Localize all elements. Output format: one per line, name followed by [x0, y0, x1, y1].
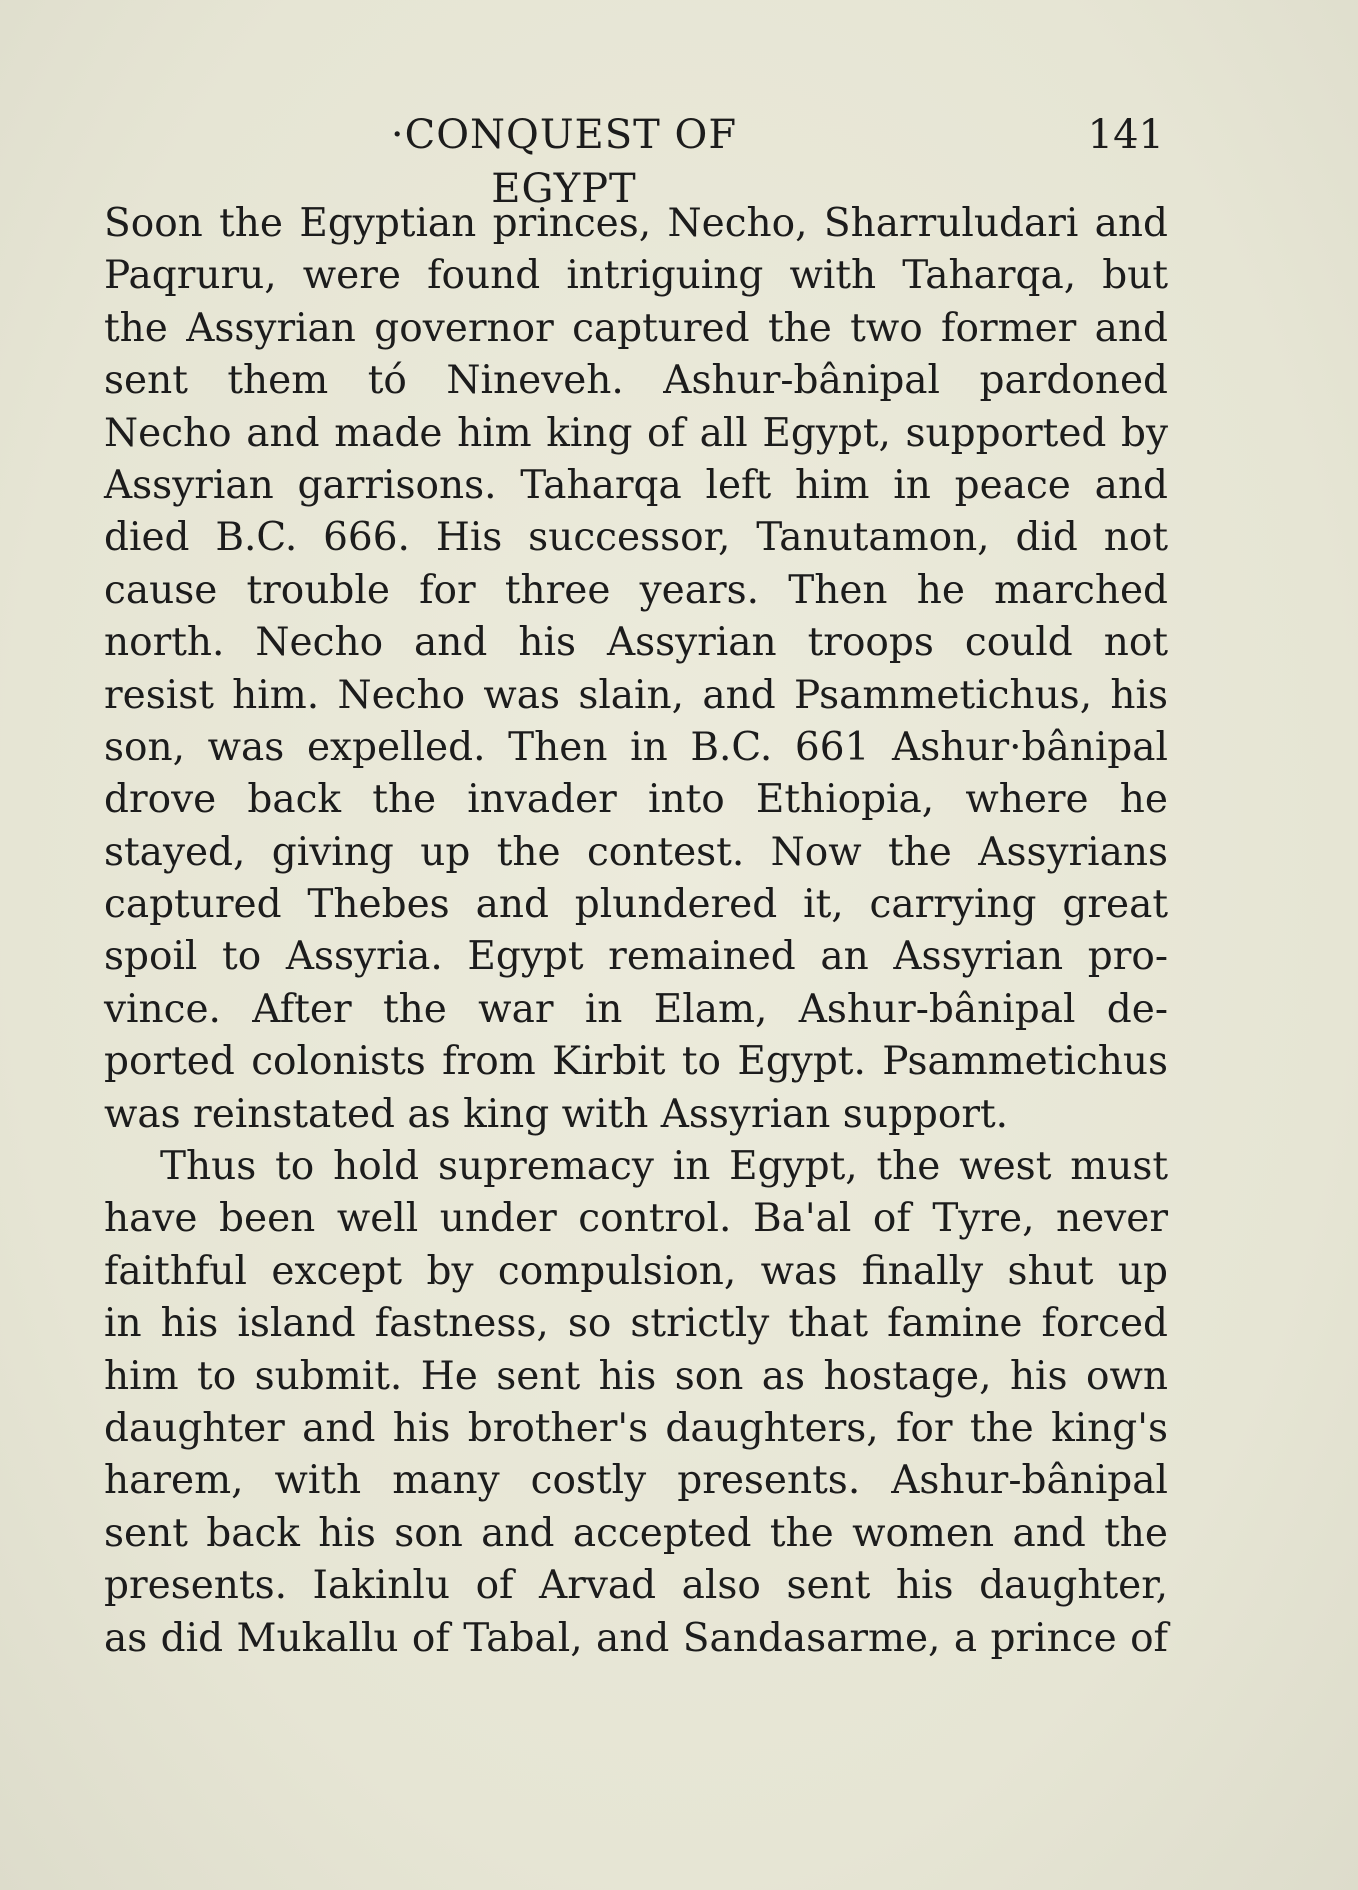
running-title: ·CONQUEST OF EGYPT	[390, 112, 738, 212]
text-line: presents. Iakinlu of Arvad also sent his daughter,	[104, 1563, 1168, 1609]
text-line: Paqruru, were found intriguing with Taharqa, but	[104, 253, 1168, 299]
text-line: as did Mukallu of Tabal, and Sandasarme, a prince of	[104, 1615, 1168, 1661]
text-line: sent them tó Nineveh. Ashur-bânipal pardoned	[104, 358, 1168, 404]
text-line: Necho and made him king of all Egypt, supported by	[104, 410, 1168, 456]
text-line: died B.C. 666. His successor, Tanutamon, did not	[104, 515, 1168, 561]
text-line: vince. After the war in Elam, Ashur-bânipal de-	[104, 986, 1168, 1032]
page-number: 141	[1087, 112, 1164, 158]
text-line: resist him. Necho was slain, and Psammetichus, his	[104, 672, 1168, 718]
text-line: the Assyrian governor captured the two former and	[104, 305, 1168, 351]
text-line: drove back the invader into Ethiopia, where he	[104, 777, 1168, 823]
text-line: have been well under control. Ba'al of Tyre, never	[104, 1196, 1168, 1242]
text-line: daughter and his brother's daughters, for the king's	[104, 1405, 1168, 1451]
text-line: cause trouble for three years. Then he marched	[104, 567, 1168, 613]
text-line: sent back his son and accepted the women and the	[104, 1510, 1168, 1556]
running-head	[104, 108, 1164, 212]
text-line: captured Thebes and plundered it, carrying great	[104, 882, 1168, 928]
body-text	[104, 198, 1168, 1665]
text-line: him to submit. He sent his son as hostage, his own	[104, 1353, 1168, 1399]
text-line: son, was expelled. Then in B.C. 661 Ashur·bânipal	[104, 724, 1168, 770]
text-line: Thus to hold supremacy in Egypt, the west must	[160, 1144, 1168, 1190]
text-line: ported colonists from Kirbit to Egypt. Psammetichus	[104, 1039, 1168, 1085]
text-line: faithful except by compulsion, was finally shut up	[104, 1248, 1168, 1294]
text-line: harem, with many costly presents. Ashur-bânipal	[104, 1458, 1168, 1504]
text-line: stayed, giving up the contest. Now the Assyrians	[104, 829, 1168, 875]
text-line: was reinstated as king with Assyrian support.	[104, 1091, 1009, 1137]
text-line: Soon the Egyptian princes, Necho, Sharruludari and	[104, 201, 1168, 246]
text-line: Assyrian garrisons. Taharqa left him in peace and	[104, 462, 1168, 508]
text-line: spoil to Assyria. Egypt remained an Assyrian pro-	[104, 934, 1168, 980]
text-line: in his island fastness, so strictly that famine forced	[104, 1301, 1168, 1347]
text-line: north. Necho and his Assyrian troops could not	[104, 620, 1168, 666]
